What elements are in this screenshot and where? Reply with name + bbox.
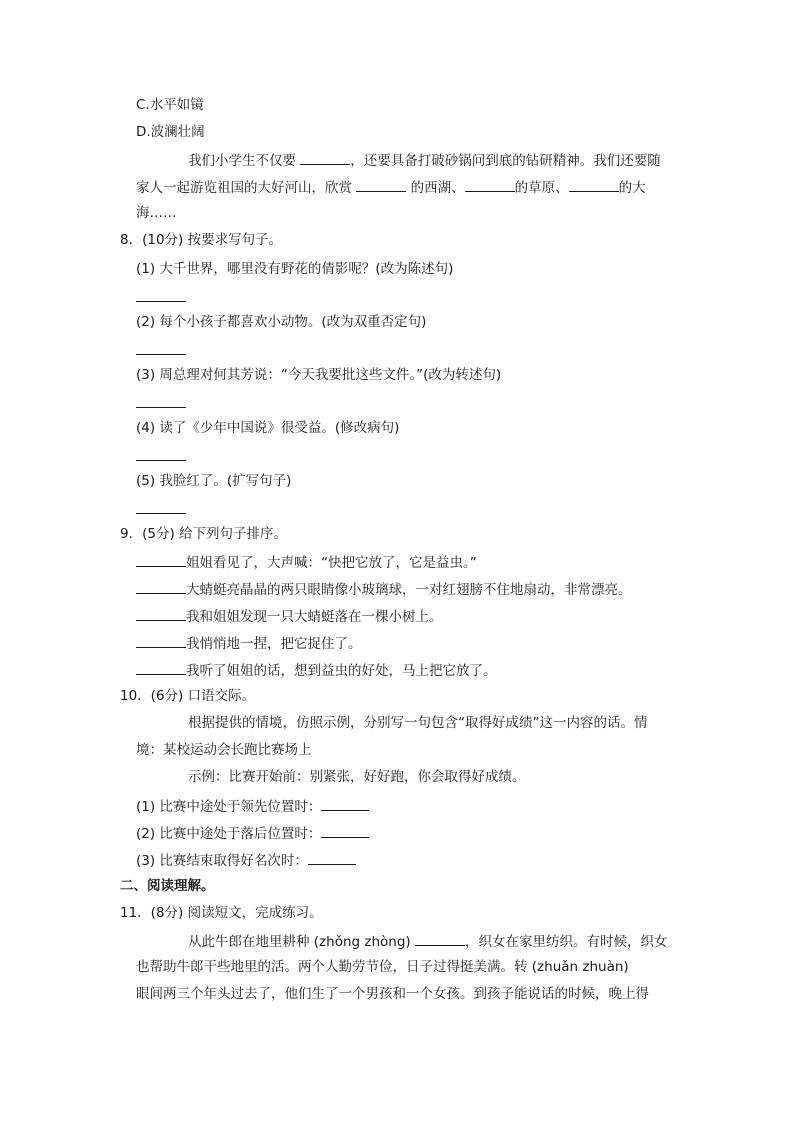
answer-line[interactable]	[136, 445, 186, 467]
q8-header: 8．(10分) 按要求写句子。	[120, 232, 283, 248]
q11-passage-line-3: 眼间两三个年头过去了，他们生了一个男孩和一个女孩。到孩子能说话的时候，晚上得	[136, 986, 649, 1002]
answer-line[interactable]	[136, 286, 186, 308]
q8-item-2: (2) 每个小孩子都喜欢小动物。(改为双重否定句)	[136, 314, 427, 330]
answer-blank[interactable]	[136, 605, 186, 621]
answer-blank[interactable]	[321, 822, 369, 838]
option-c: C.水平如镜	[136, 97, 204, 113]
q10-intro-line-1: 根据提供的情境，仿照示例，分别写一句包含“取得好成绩”这一内容的话。情	[188, 715, 648, 731]
q9-item-4: 我悄悄地一捏，把它捉住了。	[136, 632, 362, 654]
answer-blank[interactable]	[569, 176, 619, 192]
q9-header: 9．(5分) 给下列句子排序。	[120, 526, 288, 542]
q10-header: 10．(6分) 口语交际。	[120, 688, 256, 704]
q8-item-3: (3) 周总理对何其芳说：“今天我要批这些文件。”(改为转述句)	[136, 367, 502, 383]
q11-passage-line-1: 从此牛郎在地里耕种 (zhǒng zhòng) ，织女在家里纺织。有时候，织女	[188, 930, 667, 952]
answer-blank[interactable]	[356, 176, 406, 192]
answer-blank[interactable]	[308, 849, 356, 865]
answer-blank[interactable]	[415, 930, 465, 946]
answer-blank[interactable]	[136, 659, 186, 675]
answer-blank[interactable]	[136, 632, 186, 648]
answer-blank[interactable]	[465, 176, 515, 192]
q7-paragraph-line-1: 我们小学生不仅要 ，还要具备打破砂锅问到底的钻研精神。我们还要随	[188, 149, 661, 171]
section-heading: 二、阅读理解。	[120, 878, 215, 894]
q9-item-2: 大蜻蜓亮晶晶的两只眼睛像小玻璃球，一对红翅膀不住地扇动，非常漂亮。	[136, 578, 632, 600]
q9-item-5: 我听了姐姐的话，想到益虫的好处，马上把它放了。	[136, 659, 497, 681]
q10-item-2: (2) 比赛中途处于落后位置时：	[136, 822, 369, 844]
q7-paragraph-line-3: 海……	[136, 205, 177, 221]
answer-blank[interactable]	[136, 551, 186, 567]
q10-item-3: (3) 比赛结束取得好名次时：	[136, 849, 356, 871]
answer-blank[interactable]	[321, 795, 369, 811]
q11-header: 11．(8分) 阅读短文，完成练习。	[120, 905, 323, 921]
answer-line[interactable]	[136, 339, 186, 361]
q7-paragraph-line-2: 家人一起游览祖国的大好河山，欣赏 的西湖、 的草原、 的大	[136, 176, 646, 198]
answer-line[interactable]	[136, 392, 186, 414]
q8-item-1: (1) 大千世界，哪里没有野花的倩影呢？(改为陈述句)	[136, 261, 454, 277]
option-d: D.波澜壮阔	[136, 124, 205, 140]
answer-blank[interactable]	[300, 149, 350, 165]
q9-item-1: 姐姐看见了，大声喊：“快把它放了，它是益虫。”	[136, 551, 477, 573]
q8-item-5: (5) 我脸红了。(扩写句子)	[136, 473, 292, 489]
q8-item-4: (4) 读了《少年中国说》很受益。(修改病句)	[136, 420, 400, 436]
answer-line[interactable]	[136, 498, 186, 520]
q10-item-1: (1) 比赛中途处于领先位置时：	[136, 795, 369, 817]
q10-intro-line-2: 境：某校运动会长跑比赛场上	[136, 742, 312, 758]
q10-example: 示例：比赛开始前：别紧张，好好跑，你会取得好成绩。	[188, 769, 526, 785]
q11-passage-line-2: 也帮助牛郎干些地里的活。两个人勤劳节俭，日子过得挺美满。转 (zhuǎn zhuàn)	[136, 959, 629, 975]
answer-blank[interactable]	[136, 578, 186, 594]
q9-item-3: 我和姐姐发现一只大蜻蜓落在一棵小树上。	[136, 605, 443, 627]
